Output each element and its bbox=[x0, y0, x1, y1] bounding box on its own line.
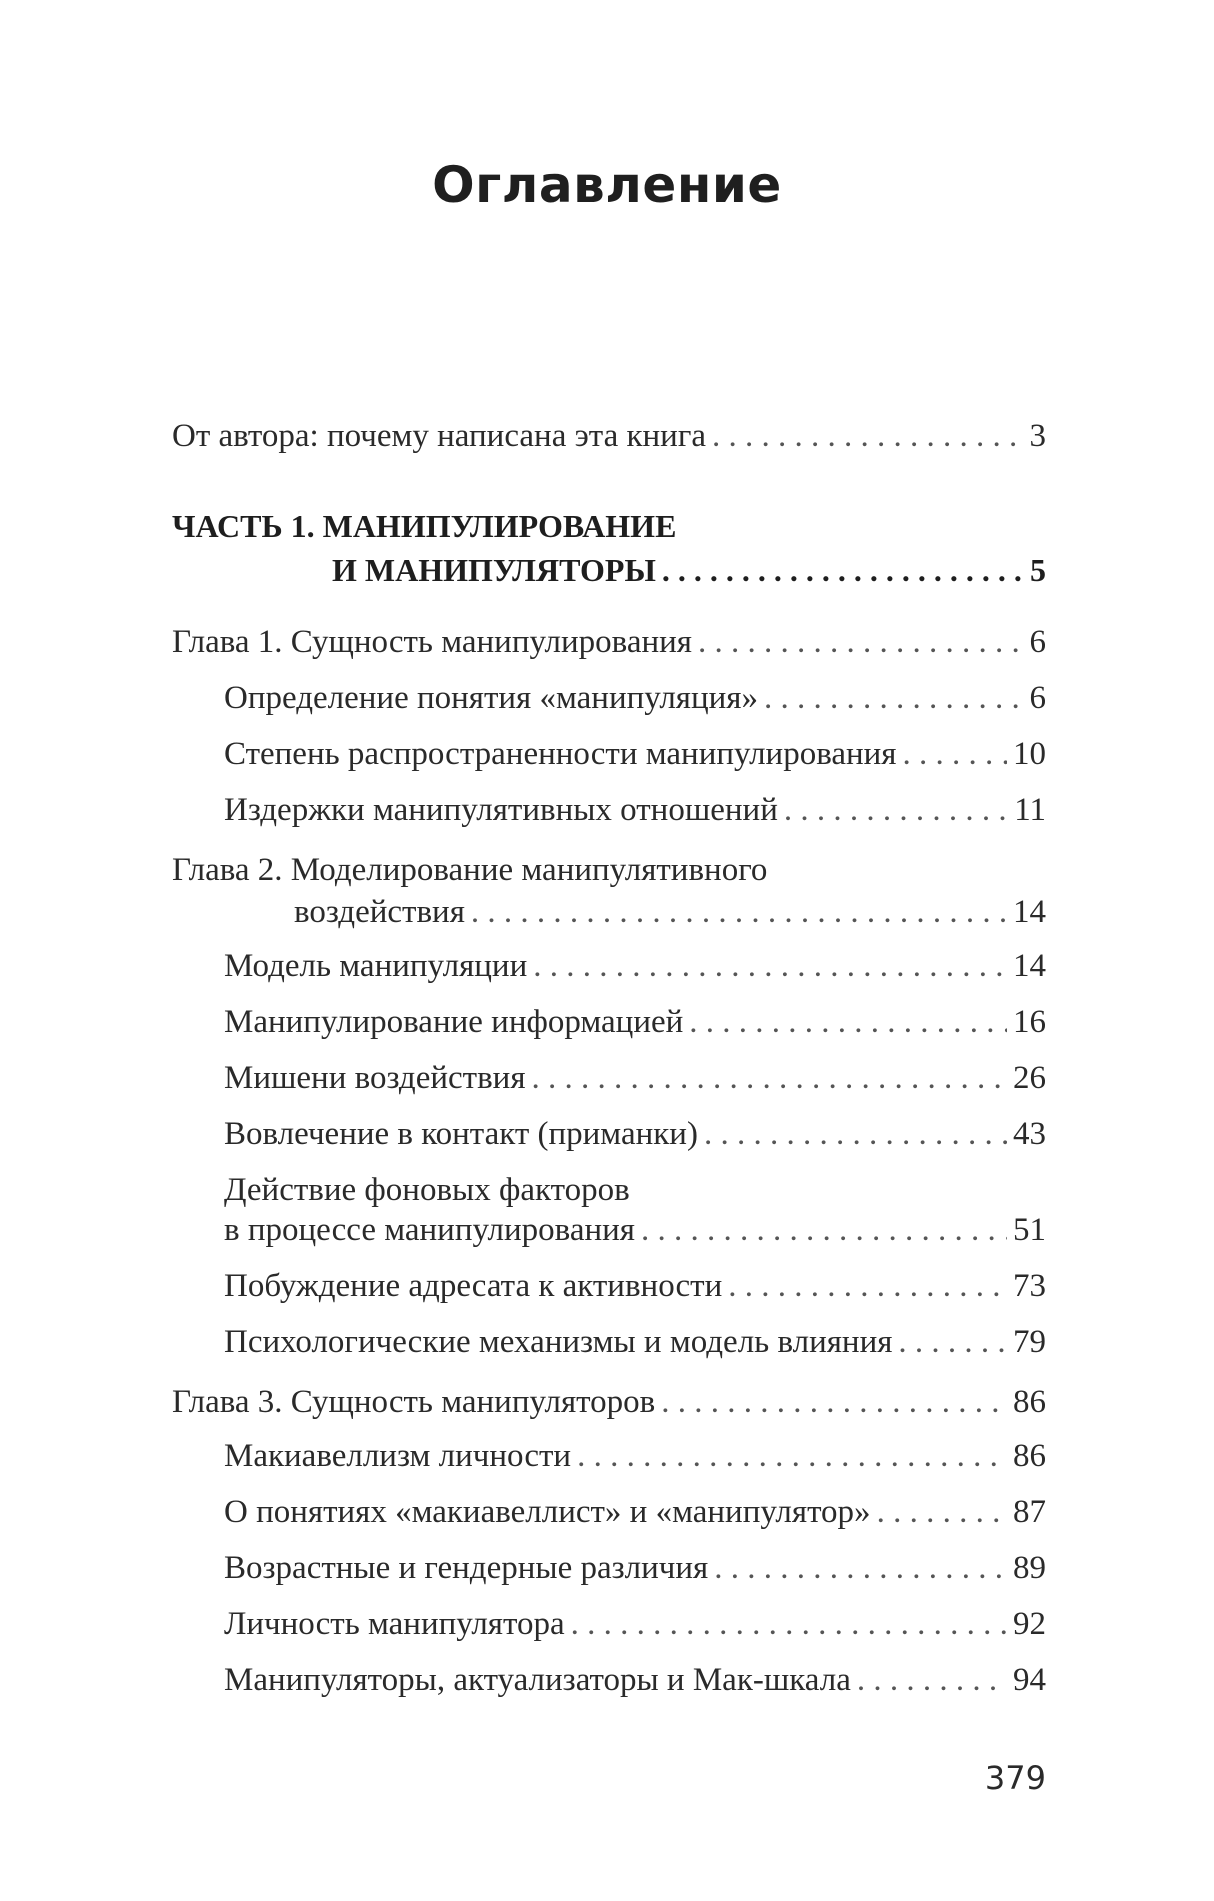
leader-dots bbox=[764, 678, 1024, 718]
leader-dots bbox=[577, 1436, 1007, 1476]
toc-entry-chapter2 bbox=[294, 892, 1046, 932]
leader-dots bbox=[728, 1266, 1007, 1306]
toc-entry-ch2-s1 bbox=[224, 946, 1046, 986]
toc-entry-intro bbox=[172, 416, 1046, 456]
leader-dots bbox=[698, 622, 1024, 662]
toc-entry-page: 87 bbox=[1013, 1494, 1046, 1530]
toc-entry-ch2-s5 bbox=[224, 1210, 1046, 1250]
toc-entry-page: 86 bbox=[1013, 1438, 1046, 1474]
leader-dots bbox=[689, 1002, 1007, 1042]
toc-entry-page: 5 bbox=[1030, 552, 1046, 588]
toc-entry-label: Глава 3. Сущность манипуляторов bbox=[172, 1384, 656, 1420]
toc-entry-ch3-s5 bbox=[224, 1660, 1046, 1700]
toc-entry-page: 43 bbox=[1013, 1116, 1046, 1152]
leader-dots bbox=[704, 1114, 1007, 1154]
toc-entry-label: Возрастные и гендерные различия bbox=[224, 1550, 709, 1586]
toc-entry-page: 26 bbox=[1013, 1060, 1046, 1096]
toc-entry-label: Манипуляторы, актуализаторы и Мак-шкала bbox=[224, 1662, 851, 1698]
toc-part1-line1: ЧАСТЬ 1. МАНИПУЛИРОВАНИЕ bbox=[172, 508, 677, 544]
toc-entry-label: Модель манипуляции bbox=[224, 948, 528, 984]
toc-entry-page: 16 bbox=[1013, 1004, 1046, 1040]
toc-entry-ch3-s1 bbox=[224, 1436, 1046, 1476]
leader-dots bbox=[533, 946, 1007, 986]
leader-dots bbox=[903, 734, 1008, 774]
toc-entry-page: 89 bbox=[1013, 1550, 1046, 1586]
toc-entry-ch2-s2 bbox=[224, 1002, 1046, 1042]
toc-entry-ch3-s3 bbox=[224, 1548, 1046, 1588]
toc-entry-page: 92 bbox=[1013, 1606, 1046, 1642]
toc-entry-page: 79 bbox=[1013, 1324, 1046, 1360]
toc-entry-ch3-s4 bbox=[224, 1604, 1046, 1644]
toc-entry-label: Манипулирование информацией bbox=[224, 1004, 684, 1040]
toc-entry-label: Личность манипулятора bbox=[224, 1606, 565, 1642]
toc-entry-label: Определение понятия «манипуляция» bbox=[224, 680, 758, 716]
toc-entry-label: Степень распространенности манипулирования bbox=[224, 736, 897, 772]
toc-entry-page: 6 bbox=[1029, 624, 1046, 660]
toc-entry-page: 14 bbox=[1013, 894, 1046, 930]
toc-entry-page: 14 bbox=[1013, 948, 1046, 984]
leader-dots bbox=[857, 1660, 1007, 1700]
leader-dots bbox=[877, 1492, 1007, 1532]
toc-entry-label: Мишени воздействия bbox=[224, 1060, 526, 1096]
leader-dots bbox=[571, 1604, 1007, 1644]
toc-entry-label: Издержки манипулятивных отношений bbox=[224, 792, 778, 828]
toc-entry-label: в процессе манипулирования bbox=[224, 1212, 635, 1248]
toc-entry-label: воздействия bbox=[294, 894, 465, 930]
toc-entry-ch2-s3 bbox=[224, 1058, 1046, 1098]
leader-dots bbox=[662, 550, 1024, 590]
toc-entry-ch3-s2 bbox=[224, 1492, 1046, 1532]
toc-entry-ch1-s2 bbox=[224, 734, 1046, 774]
toc-entry-label: Глава 1. Сущность манипулирования bbox=[172, 624, 692, 660]
toc-entry-page: 6 bbox=[1029, 680, 1046, 716]
toc-entry-chapter1 bbox=[172, 622, 1046, 662]
toc-entry-chapter3 bbox=[172, 1382, 1046, 1422]
toc-entry-label: Вовлечение в контакт (приманки) bbox=[224, 1116, 698, 1152]
toc-entry-ch1-s1 bbox=[224, 678, 1046, 718]
toc-entry-page: 86 bbox=[1013, 1384, 1046, 1420]
toc-entry-label: О понятиях «макиавеллист» и «манипулятор» bbox=[224, 1494, 871, 1530]
toc-chapter2-line1: Глава 2. Моделирование манипулятивного bbox=[172, 852, 768, 888]
toc-entry-label: Психологические механизмы и модель влияния bbox=[224, 1324, 893, 1360]
toc-entry-part1 bbox=[332, 550, 1046, 590]
toc-entry-page: 10 bbox=[1013, 736, 1046, 772]
toc-entry-page: 94 bbox=[1013, 1662, 1046, 1698]
toc-entry-label: Побуждение адресата к активности bbox=[224, 1268, 723, 1304]
toc-entry-page: 11 bbox=[1014, 792, 1046, 828]
toc-entry-ch2-s4 bbox=[224, 1114, 1046, 1154]
toc-ch2-s5-line1: Действие фоновых факторов bbox=[224, 1172, 630, 1208]
toc-entry-ch1-s3 bbox=[224, 790, 1046, 830]
toc-entry-page: 73 bbox=[1013, 1268, 1046, 1304]
page-number: 379 bbox=[984, 1759, 1046, 1797]
leader-dots bbox=[714, 1548, 1007, 1588]
toc-entry-label: От автора: почему написана эта книга bbox=[172, 418, 707, 454]
toc-entry-label: И МАНИПУЛЯТОРЫ bbox=[332, 552, 656, 588]
toc-entry-ch2-s7 bbox=[224, 1322, 1046, 1362]
toc-entry-page: 51 bbox=[1013, 1212, 1046, 1248]
toc-entry-ch2-s6 bbox=[224, 1266, 1046, 1306]
leader-dots bbox=[898, 1322, 1007, 1362]
leader-dots bbox=[471, 892, 1007, 932]
toc-entry-label: Макиавеллизм личности bbox=[224, 1438, 572, 1474]
leader-dots bbox=[784, 790, 1008, 830]
leader-dots bbox=[641, 1210, 1007, 1250]
leader-dots bbox=[712, 416, 1023, 456]
leader-dots bbox=[661, 1382, 1007, 1422]
leader-dots bbox=[532, 1058, 1007, 1098]
toc-entry-page: 3 bbox=[1029, 418, 1046, 454]
page-title: Оглавление bbox=[432, 156, 782, 214]
